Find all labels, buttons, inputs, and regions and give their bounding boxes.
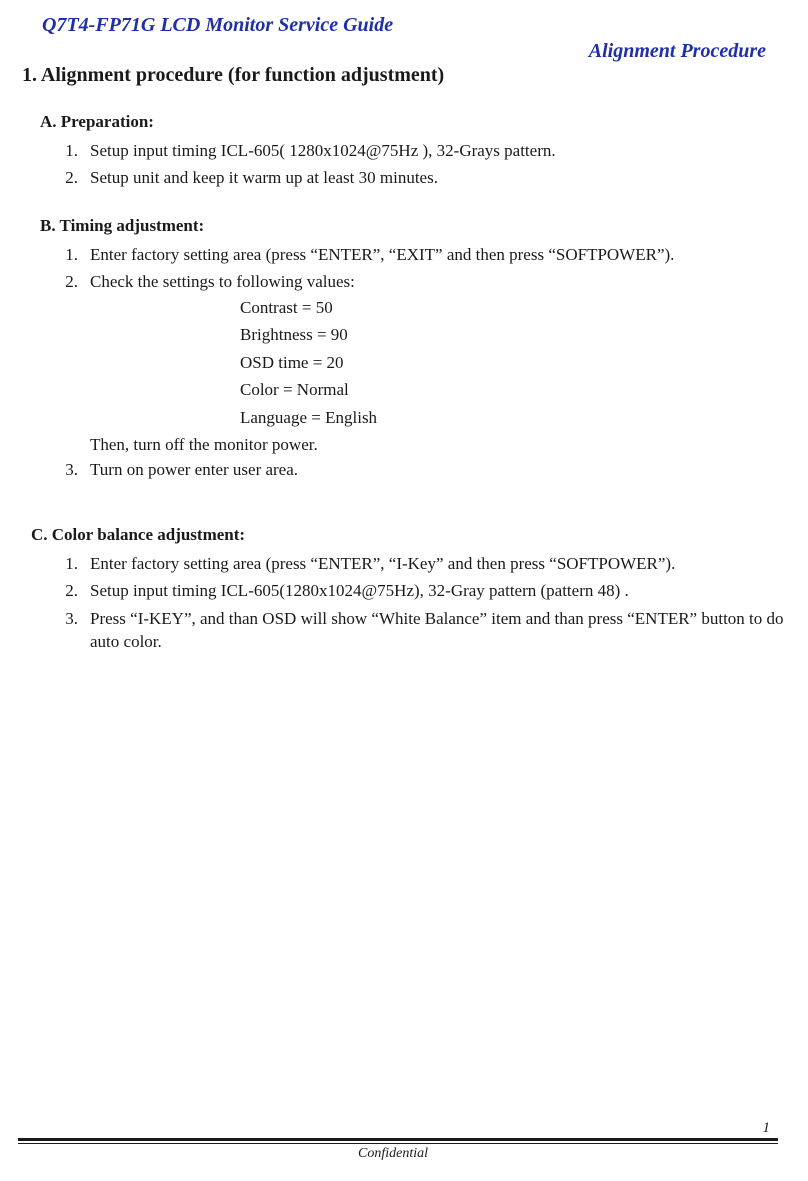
power-off-note: Then, turn off the monitor power. xyxy=(90,435,318,454)
preparation-item xyxy=(56,166,796,189)
preparation-heading: A. Preparation: xyxy=(40,112,154,131)
item-number: 1. xyxy=(65,141,78,160)
item-text: Setup input timing ICL-605( 1280x1024@75Hz ), 32-Grays pattern. xyxy=(90,141,556,160)
page-number: 1 xyxy=(762,1120,770,1136)
item-text: Setup unit and keep it warm up at least 30 minutes. xyxy=(90,168,438,187)
preparation-item xyxy=(56,139,796,162)
main-heading: 1. Alignment procedure (for function adjustment) xyxy=(22,64,445,86)
item-text: Check the settings to following values: xyxy=(90,272,355,291)
setting-value: Color = Normal xyxy=(240,380,349,399)
setting-value: Language = English xyxy=(240,408,378,427)
item-number: 2. xyxy=(65,581,78,600)
color-balance-item xyxy=(56,579,796,602)
item-text: Enter factory setting area (press “ENTER”, “I-Key” and then press “SOFTPOWER”). xyxy=(90,554,676,573)
confidential-label: Confidential xyxy=(358,1146,428,1161)
color-balance-item xyxy=(56,607,796,653)
footer-divider-thin xyxy=(18,1143,778,1144)
timing-item xyxy=(56,458,796,481)
item-text: Setup input timing ICL-605(1280x1024@75Hz), 32-Gray pattern (pattern 48) . xyxy=(90,581,629,600)
item-number: 2. xyxy=(65,272,78,291)
setting-value: Contrast = 50 xyxy=(240,298,333,317)
setting-value: Brightness = 90 xyxy=(240,325,348,344)
document-title: Q7T4-FP71G LCD Monitor Service Guide xyxy=(42,14,394,36)
item-number: 1. xyxy=(65,554,78,573)
item-number: 1. xyxy=(65,245,78,264)
item-number: 2. xyxy=(65,168,78,187)
section-tag: Alignment Procedure xyxy=(588,40,766,62)
color-balance-heading: C. Color balance adjustment: xyxy=(31,525,246,544)
footer-divider xyxy=(18,1138,778,1141)
item-text: Press “I-KEY”, and than OSD will show “White Balance” item and than press “ENTER” button to do auto color. xyxy=(90,609,784,651)
timing-item xyxy=(56,243,796,266)
item-number: 3. xyxy=(65,460,78,479)
setting-value: OSD time = 20 xyxy=(240,353,344,372)
timing-item xyxy=(56,270,796,293)
color-balance-item xyxy=(56,552,796,575)
item-number: 3. xyxy=(65,609,78,628)
item-text: Turn on power enter user area. xyxy=(90,460,299,479)
timing-heading: B. Timing adjustment: xyxy=(40,216,205,235)
item-text: Enter factory setting area (press “ENTER”, “EXIT” and then press “SOFTPOWER”). xyxy=(90,245,675,264)
